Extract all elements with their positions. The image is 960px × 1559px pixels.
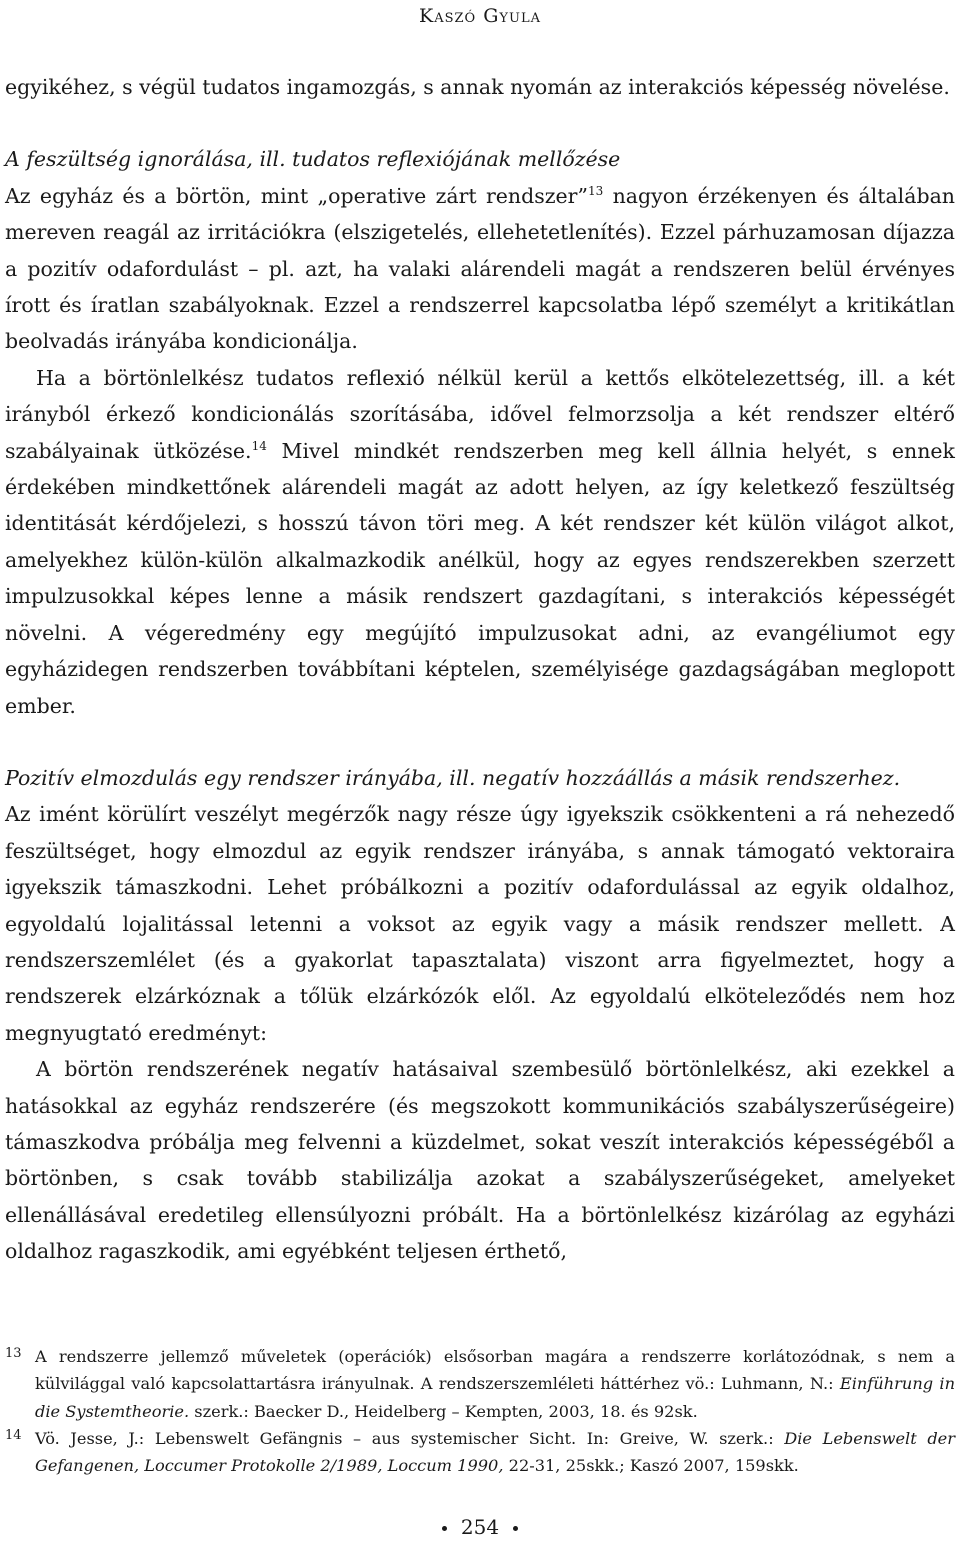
paragraph-operative-closed-system — [5, 178, 955, 360]
footnote-number: 14 — [5, 1427, 22, 1443]
footnote-title-italic: Die Lebenswelt der Gefangenen, Loccumer Protokolle 2/1989, Loccum 1990, — [35, 1428, 955, 1476]
footnote-ref-14[interactable]: 14 — [251, 438, 267, 453]
paragraph-perceived-danger: Az imént körülírt veszélyt megérzők nagy része úgy igyekszik csökkenteni a rá nehezedő feszültséget, hogy elmozdul az egyik rendszer irányába, s annak támogató vektoraira igyekszik támaszkodni. Lehet próbálkozni a pozitív odafordulással az egyik oldalhoz, egyoldalú lojalitással letenni a voksot az egyik vagy a másik rendszer mellett. A rendszerszemlélet (és a gyakorlat tapasztalata) viszont arra figyelmeztet, hogy a rendszerek elzárkóznak a tőlük elzárkózók elől. Az egyoldalú elköteleződés nem hoz megnyugtató eredményt: — [5, 802, 955, 1045]
page-footer — [0, 1512, 960, 1542]
paragraph-text: Mivel mindkét rendszerben meg kell állnia helyét, s ennek érdekében mindkettőnek alárendeli magát az adott helyen, az így keletkező feszültség identitását kérdőjelezi, s hosszú távon töri meg. A két rendszer két külön világot alkot, amelyekhez külön-külön alkalmazkodik anélkül, hogy az egyes rendszerekben szerzett impulzusokkal képes lenne a másik rendszert gazdagítani, s interakciós képességét növelni. A végeredmény egy megújító impulzusokat adni, az evangéliumot egy egyházidegen rendszerben továbbítani képtelen, személyisége gazdagságában meglopott ember. — [5, 438, 955, 718]
footnote-13 — [5, 1343, 955, 1425]
footnote-text — [35, 1343, 955, 1425]
footnote-title-italic: Einführung in die Systemtheorie. — [35, 1374, 955, 1421]
footnote-ref-13[interactable]: 13 — [587, 183, 604, 198]
paragraph-text: Az egyház és a börtön, mint „operative zárt rendszer” — [5, 183, 588, 208]
footnote-text-part: 22-31, 25skk.; Kaszó 2007, 159skk. — [503, 1456, 799, 1476]
footnote-text-part: A rendszerre jellemző műveletek (operációk) elsősorban magára a rendszerre korlátozódnak, s nem a külvilággal való kapcsolattartásra irányulnak. A rendszerszemléleti háttérhez vö.: Luhmann, N.: — [35, 1347, 955, 1394]
paragraph-text: nagyon érzékenyen és általában mereven reagál az irritációkra (elszigetelés, ellehetetlenítés). Ezzel párhuzamosan díjazza a pozitív odafordulást – pl. azt, ha valaki alárendeli magát a rendszeren belül érvényes írott és íratlan szabályoknak. Ezzel a rendszerrel kapcsolatba lépő személyt a kritikátlan beolvadás irányába kondicionálja. — [5, 183, 955, 354]
footnote-text — [35, 1425, 955, 1480]
page-number: 254 — [460, 1515, 500, 1539]
paragraph-text: Ha a börtönlelkész tudatos reflexió nélkül kerül a kettős elkötelezettség, ill. a két irányból érkező kondicionálás szorításába, idővel felmorzsolja a két rendszer eltérő szabályainak ütközése. — [5, 365, 955, 463]
section-title-ignoring-tension: A feszültség ignorálása, ill. tudatos reflexiójának mellőzése — [5, 147, 621, 172]
footnotes — [5, 1343, 955, 1479]
section-gap — [5, 105, 955, 141]
running-head: Kaszó Gyula — [419, 5, 541, 27]
footnote-text-part: szerk.: Baecker D., Heidelberg – Kempten, 2003, 18. és 92sk. — [189, 1401, 698, 1421]
paragraph-double-commitment — [5, 360, 955, 724]
bullet-ornament-left — [442, 1526, 447, 1531]
body-text — [5, 69, 955, 1270]
footnote-14 — [5, 1425, 955, 1480]
paragraph-continuation: egyikéhez, s végül tudatos ingamozgás, s annak nyomán az interakciós képesség növelése. — [5, 75, 950, 99]
footnote-text-part: Vö. Jesse, J.: Lebenswelt Gefängnis – aus systemischer Sicht. In: Greive, W. szerk.: — [35, 1428, 785, 1448]
footnote-number: 13 — [5, 1346, 22, 1361]
section-title-positive-shift: Pozitív elmozdulás egy rendszer irányába, ill. negatív hozzáállás a másik rendszerhez. — [5, 765, 901, 790]
bullet-ornament-right — [513, 1526, 518, 1531]
paragraph-prison-system-effects: A börtön rendszerének negatív hatásaival szembesülő börtönlelkész, aki ezekkel a hatásokkal az egyház rendszerére (és megszokott kommunikációs szabályszerűségeire) támaszkodva próbálja meg felvenni a küzdelmet, sokat veszít interakciós képességéből a börtönben, s csak tovább stabilizálja azokat a szabályszerűségeket, amelyeket ellenállásával eredetileg ellensúlyozni próbált. Ha a börtönlelkész kizárólag az egyházi oldalhoz ragaszkodik, ami egyébként teljesen érthető, — [5, 1057, 955, 1264]
section-gap — [5, 724, 955, 760]
